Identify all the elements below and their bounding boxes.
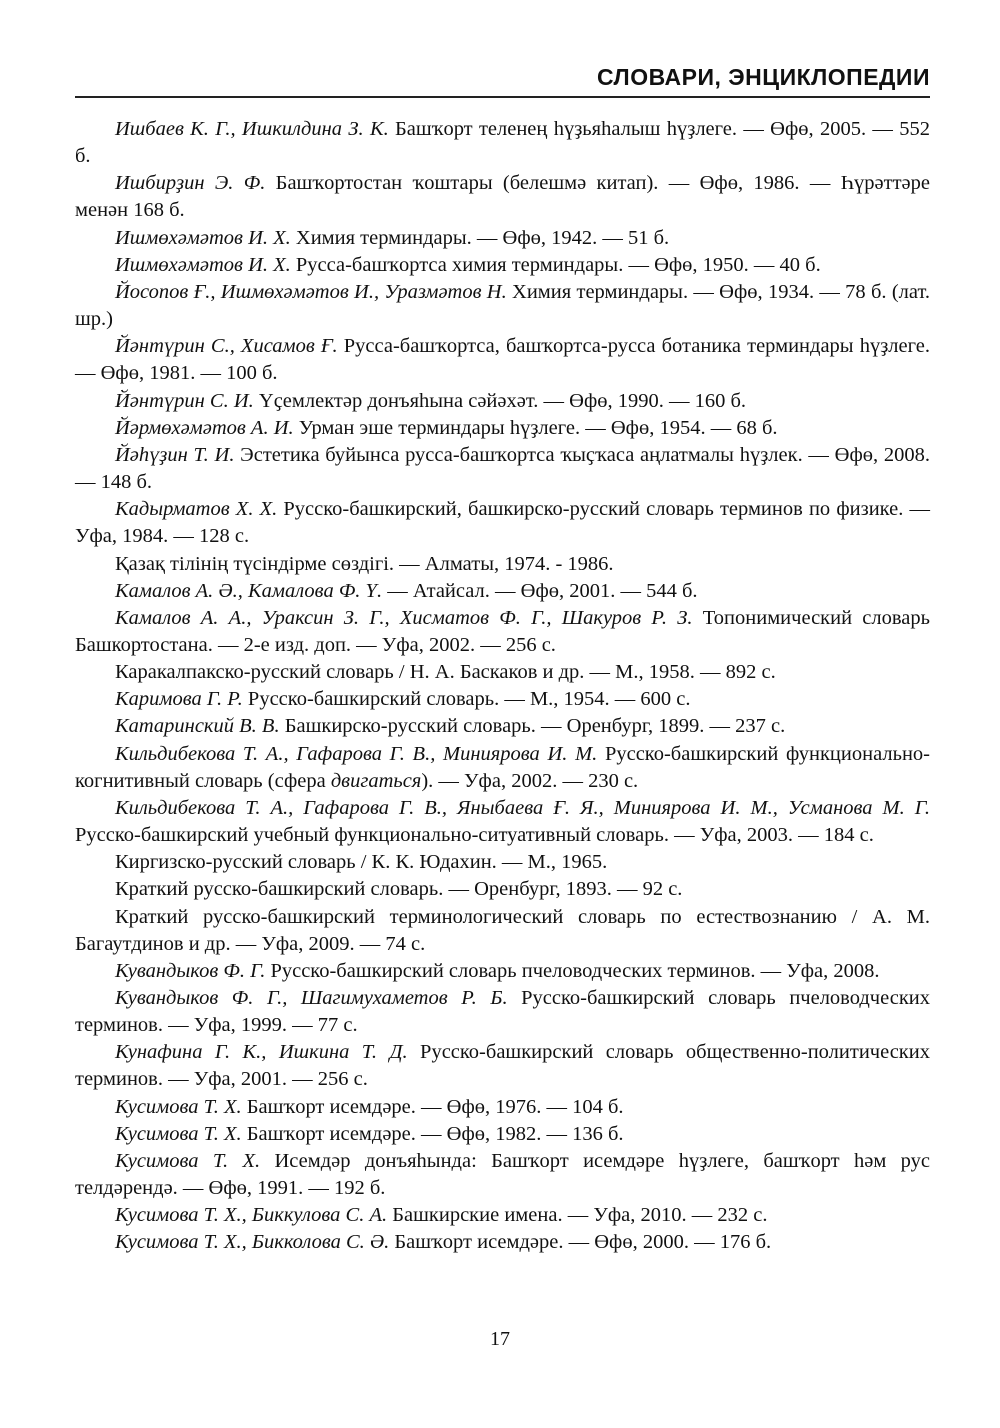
entry-text: Эстетика буйынса русса-башҡортса ҡыҫҡаса аңлатмалы һүҙлек. — Өфө, 2008. — 148 б.	[75, 443, 930, 494]
entry-text: Каракалпакско-русский словарь / Н. А. Баскаков и др. — М., 1958. — 892 с.	[115, 661, 776, 684]
bibliography-entry	[75, 904, 930, 958]
entry-author: Камалов А. А., Ураксин З. Г., Хисматов Ф. Г., Шакуров Р. З.	[115, 606, 693, 629]
bibliography-entry	[75, 225, 930, 252]
entry-author: Йәрмөхәмәтов А. И.	[115, 416, 294, 439]
entry-author: Кусимова Т. Х.	[115, 1149, 261, 1172]
running-header	[75, 58, 930, 98]
entry-text: Киргизско-русский словарь / К. К. Юдахин. — М., 1965.	[115, 851, 608, 874]
bibliography-entry	[75, 279, 930, 333]
entry-text: Русско-башкирский словарь. — М., 1954. — 600 с.	[242, 688, 691, 711]
entry-author: Йәнтүрин С., Хисамов Ғ.	[115, 335, 338, 358]
entry-author: Ишмөхәмәтов И. Х.	[115, 253, 291, 276]
entry-text: Башҡорт исемдәре. — Өфө, 2000. — 176 б.	[389, 1231, 772, 1254]
entry-author: Кувандыков Ф. Г., Шагимухаметов Р. Б.	[115, 987, 508, 1009]
entry-text: Химия терминдары. — Өфө, 1942. — 51 б.	[290, 226, 670, 249]
bibliography-entry	[75, 876, 930, 903]
entry-author: Кильдибекова Т. А., Гафарова Г. В., Яныбаева Ғ. Я., Миниярова И. М., Усманова М. Г.	[115, 796, 930, 819]
entry-text: Русско-башкирский словарь пчеловодческих терминов. — Уфа, 1999. — 77 с.	[75, 987, 931, 1037]
bibliography-entry	[75, 686, 930, 713]
bibliography-entry	[75, 496, 930, 550]
bibliography-entry	[75, 1039, 930, 1093]
entry-author: Камалов А. Ә., Камалова Ф. Ү.	[115, 579, 383, 602]
entry-author: Каримова Г. Р.	[115, 688, 243, 711]
section-title: СЛОВАРИ, ЭНЦИКЛОПЕДИИ	[597, 64, 930, 90]
entry-text: Қазақ тілінің түсіндірме сөздігі. — Алматы, 1974. - 1986.	[115, 552, 614, 575]
entry-text: Русско-башкирский учебный функционально-ситуативный словарь. — Уфа, 2003. — 184 с.	[75, 824, 874, 847]
bibliography-entry	[75, 849, 930, 876]
bibliography-entry	[75, 170, 930, 224]
entry-text: Үҫемлектәр донъяһына сәйәхәт. — Өфө, 1990. — 160 б.	[253, 389, 747, 412]
entry-text: Башкирские имена. — Уфа, 2010. — 232 с.	[387, 1204, 768, 1227]
entry-text: Башҡорт исемдәре. — Өфө, 1976. — 104 б.	[241, 1095, 624, 1118]
entry-text: Башҡортостан ҡоштары (белешмә китап). — Өфө, 1986. — Һүрәттәре менән 168 б.	[75, 172, 930, 222]
entry-author: Кадырматов Х. Х.	[115, 498, 278, 521]
entry-text: Русско-башкирский словарь общественно-политических терминов. — Уфа, 2001. — 256 с.	[75, 1041, 930, 1091]
entry-text: Урман эше терминдары һүҙлеге. — Өфө, 1954. — 68 б.	[293, 416, 778, 439]
entry-text: Краткий русско-башкирский словарь. — Оренбург, 1893. — 92 с.	[115, 878, 683, 901]
entry-text: Русско-башкирский словарь пчеловодческих терминов. — Уфа, 2008.	[265, 959, 880, 982]
bibliography-entry	[75, 1148, 930, 1202]
bibliography-entry	[75, 659, 930, 686]
bibliography-entry	[75, 116, 930, 170]
entry-text: Башҡорт исемдәре. — Өфө, 1982. — 136 б.	[241, 1122, 624, 1145]
entry-text: Химия терминдары. — Өфө, 1934. — 78 б. (лат. шр.)	[75, 280, 930, 331]
entry-text: Русско-башкирский, башкирско-русский словарь терминов по физике. — Уфа, 1984. — 128 с.	[75, 498, 930, 548]
bibliography-entry	[75, 713, 930, 740]
entry-author: Кусимова Т. Х.	[115, 1095, 242, 1118]
bibliography-entry	[75, 958, 930, 985]
bibliography-entry	[75, 333, 930, 387]
entry-author: Йәнтүрин С. И.	[115, 389, 254, 412]
entry-text: — Атайсал. — Өфө, 2001. — 544 б.	[382, 579, 698, 602]
bibliography-entry	[75, 551, 930, 578]
bibliography-entry	[75, 741, 930, 795]
bibliography-entry	[75, 985, 930, 1039]
entry-text: Исемдәр донъяһында: Башҡорт исемдәре һүҙлеге, башҡорт һәм рус телдәрендә. — Өфө, 1991. — 192 б.	[75, 1149, 931, 1200]
entry-author: Кильдибекова Т. А., Гафарова Г. В., Миниярова И. М.	[115, 742, 598, 765]
entry-author: Йәһүҙин Т. И.	[115, 443, 235, 466]
entry-text: Русса-башҡортса, башҡортса-русса ботаника терминдары һүҙлеге. — Өфө, 1981. — 100 б.	[75, 335, 930, 385]
entry-italic-text: двигаться	[330, 769, 422, 792]
entry-text: Русско-башкирский функционально-когнитивный словарь (сфера	[75, 742, 930, 792]
bibliography-entry	[75, 1094, 930, 1121]
bibliography-entry	[75, 252, 930, 279]
entry-author: Ишбаев К. Г., Ишкилдина З. К.	[115, 118, 389, 140]
entry-author: Кунафина Г. К., Ишкина Т. Д.	[115, 1041, 408, 1064]
bibliography-entry	[75, 415, 930, 442]
entry-author: Йосопов Ғ., Ишмөхәмәтов И., Уразмәтов Н.	[115, 280, 507, 303]
bibliography-entry	[75, 605, 930, 659]
bibliography-entry	[75, 1121, 930, 1148]
bibliography-entry	[75, 1202, 930, 1229]
entry-text: Топонимический словарь Башкортостана. — 2-е изд. доп. — Уфа, 2002. — 256 с.	[75, 606, 930, 656]
bibliography-entry	[75, 388, 930, 415]
entry-author: Ишмөхәмәтов И. Х.	[115, 226, 291, 249]
bibliography-entry	[75, 578, 930, 605]
bibliography-entry	[75, 1229, 930, 1256]
bibliography-entry	[75, 442, 930, 496]
entry-author: Кусимова Т. Х., Биккулова С. А.	[115, 1204, 388, 1227]
entry-author: Кусимова Т. Х., Бикколова С. Ә.	[115, 1231, 390, 1254]
entry-author: Катаринский В. В.	[115, 715, 280, 738]
entry-author: Ишбирҙин Э. Ф.	[115, 172, 266, 195]
bibliography-entry	[75, 795, 930, 849]
entry-author: Кусимова Т. Х.	[115, 1122, 242, 1145]
entry-text-tail: ). — Уфа, 2002. — 230 с.	[421, 769, 639, 792]
entry-text: Русса-башҡортса химия терминдары. — Өфө, 1950. — 40 б.	[290, 253, 821, 276]
bibliography-list	[75, 116, 930, 1257]
page-number: 17	[490, 1328, 510, 1350]
entry-author: Кувандыков Ф. Г.	[115, 959, 266, 982]
entry-text: Башкирско-русский словарь. — Оренбург, 1899. — 237 с.	[279, 715, 786, 738]
entry-text: Краткий русско-башкирский терминологический словарь по естествознанию / А. М. Багаутдинов и др. — Уфа, 2009. — 74 с.	[75, 905, 930, 955]
entry-text: Башҡорт теленең һүҙьяһалыш һүҙлеге. — Өфө, 2005. — 552 б.	[75, 118, 930, 168]
